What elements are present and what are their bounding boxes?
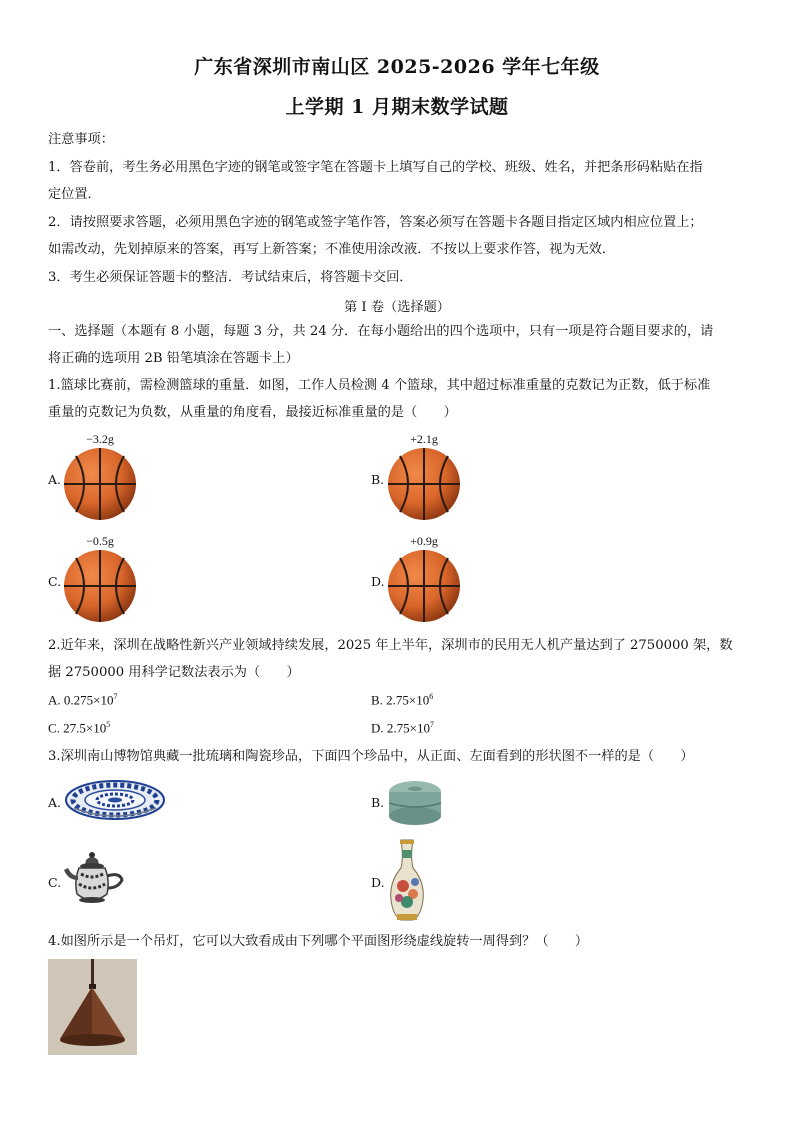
q2-option-d	[371, 720, 434, 736]
q1-option-a	[60, 432, 140, 527]
basketball-icon	[62, 548, 138, 624]
option-exponent: 7	[113, 692, 118, 701]
q1-option-b-label: B.	[371, 472, 385, 487]
q1-option-d-label: D.	[371, 574, 385, 589]
option-base: 2.75×10	[386, 692, 430, 708]
q2-text-cont: 据 2750000 用科学记数法表示为（ ）	[48, 665, 300, 680]
q1-option-b	[384, 432, 464, 527]
q1-option-a-label: A.	[48, 472, 62, 487]
basketball-icon	[386, 446, 462, 522]
option-exponent: 5	[106, 720, 111, 729]
ball-mass-label: +2.1g	[410, 432, 438, 446]
exam-title-line1: 广东省深圳市南山区 2025-2026 学年七年级	[194, 56, 600, 78]
basketball-icon	[386, 548, 462, 624]
option-base: 27.5×10	[63, 720, 107, 736]
q2-option-c	[48, 720, 110, 736]
exam-title-line2: 上学期 1 月期末数学试题	[285, 96, 509, 118]
note-1: 1．答卷前，考生务必用黑色字迹的钢笔或签字笔在答题卡上填写自己的学校、班级、姓名，并把条形码粘贴在指	[48, 160, 703, 175]
ball-mass-label: −0.5g	[86, 534, 114, 548]
q4-text: 4.如图所示是一个吊灯，它可以大致看成由下列哪个平面图形绕虚线旋转一周得到？（ ）	[48, 934, 589, 949]
q1-text-cont: 重量的克数记为负数，从重量的角度看，最接近标准重量的是（ ）	[48, 405, 457, 420]
q3-option-d-label: D.	[371, 875, 385, 890]
q1-option-c	[60, 534, 140, 629]
note-2-cont: 如需改动，先划掉原来的答案，再写上新答案；不准使用涂改液．不按以上要求作答，视为无效．	[48, 242, 616, 257]
q3-option-b-label: B.	[371, 795, 385, 810]
celadon-box-image	[387, 778, 443, 826]
blue-white-plate-image	[64, 778, 166, 824]
ball-mass-label: +0.9g	[410, 534, 438, 548]
notes-heading: 注意事项：	[48, 132, 114, 147]
q1-option-c-label: C.	[48, 574, 62, 589]
q3-option-c-label: C.	[48, 875, 62, 890]
option-exponent: 6	[429, 692, 434, 701]
option-label: C.	[48, 720, 60, 736]
section-intro-cont: 将正确的选项用 2B 铅笔填涂在答题卡上）	[48, 351, 299, 366]
section-intro: 一、选择题（本题有 8 小题，每题 3 分，共 24 分．在每小题给出的四个选项中，只有一项是符合题目要求的，请	[48, 324, 714, 339]
option-base: 2.75×10	[386, 720, 430, 736]
q1-option-d	[384, 534, 464, 629]
q1-text: 1.篮球比赛前，需检测篮球的重量．如图，工作人员检测 4 个篮球，其中超过标准重量的克数记为正数，低于标准	[48, 378, 711, 393]
q3-text: 3.深圳南山博物馆典藏一批琉璃和陶瓷珍品，下面四个珍品中，从正面、左面看到的形状图不一样的是（ ）	[48, 749, 694, 764]
q2-text: 2.近年来，深圳在战略性新兴产业领域持续发展，2025 年上半年，深圳市的民用无人机产量达到了 2750000 架，数	[48, 638, 733, 653]
section-label: 第 I 卷（选择题）	[344, 300, 450, 315]
ball-mass-label: −3.2g	[86, 432, 114, 446]
note-1-cont: 定位置．	[48, 187, 101, 202]
q3-option-a-label: A.	[48, 795, 62, 810]
note-3: 3．考生必须保证答题卡的整洁．考试结束后，将答题卡交回．	[48, 270, 413, 285]
enamel-vase-image	[387, 838, 427, 924]
option-label: B.	[371, 692, 383, 708]
teapot-image	[62, 850, 126, 914]
option-base: 0.275×10	[63, 692, 114, 708]
option-label: A.	[48, 692, 61, 708]
option-label: D.	[371, 720, 384, 736]
option-exponent: 7	[429, 720, 434, 729]
q2-option-b	[371, 692, 433, 708]
pendant-lamp-image	[48, 959, 137, 1055]
basketball-icon	[62, 446, 138, 522]
note-2: 2．请按照要求答题，必须用黑色字迹的钢笔或签字笔作答，答案必须写在答题卡各题目指定区域内相应位置上；	[48, 215, 703, 230]
q2-option-a	[48, 692, 117, 708]
